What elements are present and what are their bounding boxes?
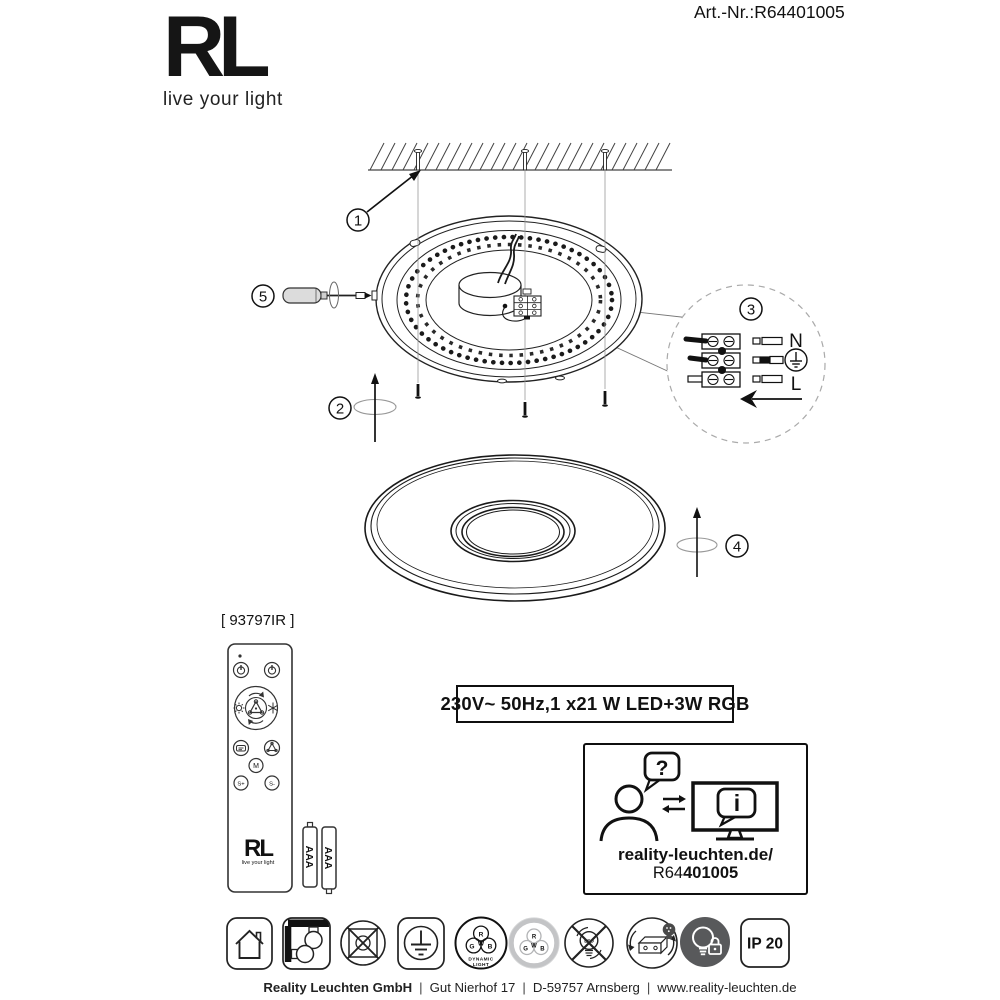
live-label: L [790,374,802,395]
support-url: reality-leuchten.de/ [618,845,773,864]
electrical-spec-box: 230V~ 50Hz,1 x21 W LED+3W RGB [456,685,734,723]
remote-model-label: [ 93797IR ] [221,612,295,629]
svg-text:3: 3 [746,301,756,319]
callout-5 [252,285,274,307]
callout-2 [329,373,396,442]
indoor-use-icon [227,918,272,969]
footer-street: Gut Nierhof 17 [429,980,516,995]
rgbw-gray-icon [509,918,559,968]
svg-text:5: 5 [258,288,268,306]
svg-text:IP 20: IP 20 [747,935,783,953]
footer-separator: | [646,980,651,995]
protective-earth-icon [398,918,444,969]
remote-logo-text: RL [244,835,272,862]
svg-text:B: B [540,946,545,953]
neutral-label: N [789,331,803,352]
replaceable-driver-icon [627,918,677,968]
svg-text:W: W [531,943,537,950]
article-number: Art.-Nr.:R64401005 [694,2,845,22]
svg-text:B: B [487,943,493,951]
luminaire-side-view [365,455,665,601]
callout-1 [347,170,421,231]
callout-4 [677,507,748,577]
svg-text:G: G [469,943,475,951]
svg-text:1: 1 [353,212,363,230]
ip-rating-badge [741,919,789,967]
footer-separator: | [419,980,423,995]
wiring-detail [667,285,825,443]
article-code-prefix: R64 [652,864,684,882]
svg-text:LED: LED [584,939,594,945]
remote-control [228,644,292,892]
rim-hole [556,376,565,380]
svg-text:G: G [523,946,528,953]
non-replaceable-led-icon [565,919,613,967]
svg-text:S-: S- [269,781,275,788]
ir-led-dot [238,654,241,657]
svg-text:4: 4 [732,538,742,556]
remote-logo-tagline: live your light [241,860,275,866]
footer-website: www.reality-leuchten.de [657,980,797,995]
battery-aaa [322,827,336,894]
junction-box [459,273,521,316]
screwdriver-icon [283,282,372,308]
svg-text:LIGHT: LIGHT [472,963,490,968]
brand-logo-text: RL [163,0,264,95]
svg-text:?: ? [655,757,669,780]
svg-text:DYNAMIC: DYNAMIC [468,957,494,963]
battery-aaa [303,823,317,888]
locked-lightsource-icon [680,917,730,967]
svg-text:2: 2 [335,400,345,418]
side-screw-hole [372,291,377,300]
svg-text:R: R [478,931,484,939]
article-code-bold: 401005 [683,864,739,882]
svg-text:S+: S+ [237,781,245,788]
footer-city: D-59757 Arnsberg [532,980,640,995]
footer-separator: | [522,980,526,995]
ceiling-hatch [368,143,672,170]
no-insulation-cover-icon [341,921,385,965]
rim-hole [498,379,507,383]
svg-text:W: W [477,940,485,948]
svg-text:AAA: AAA [322,846,334,870]
rgbw-dynamic-light-icon [456,918,507,969]
svg-text:i: i [733,790,741,816]
mounting-surfaces-icon [283,918,330,969]
svg-text:R: R [531,934,537,941]
svg-text:AAA: AAA [303,845,315,869]
svg-text:M: M [253,763,259,770]
footer-company: Reality Leuchten GmbH [263,980,413,995]
fixing-screws [415,384,608,418]
brand-tagline: live your light [163,89,283,111]
